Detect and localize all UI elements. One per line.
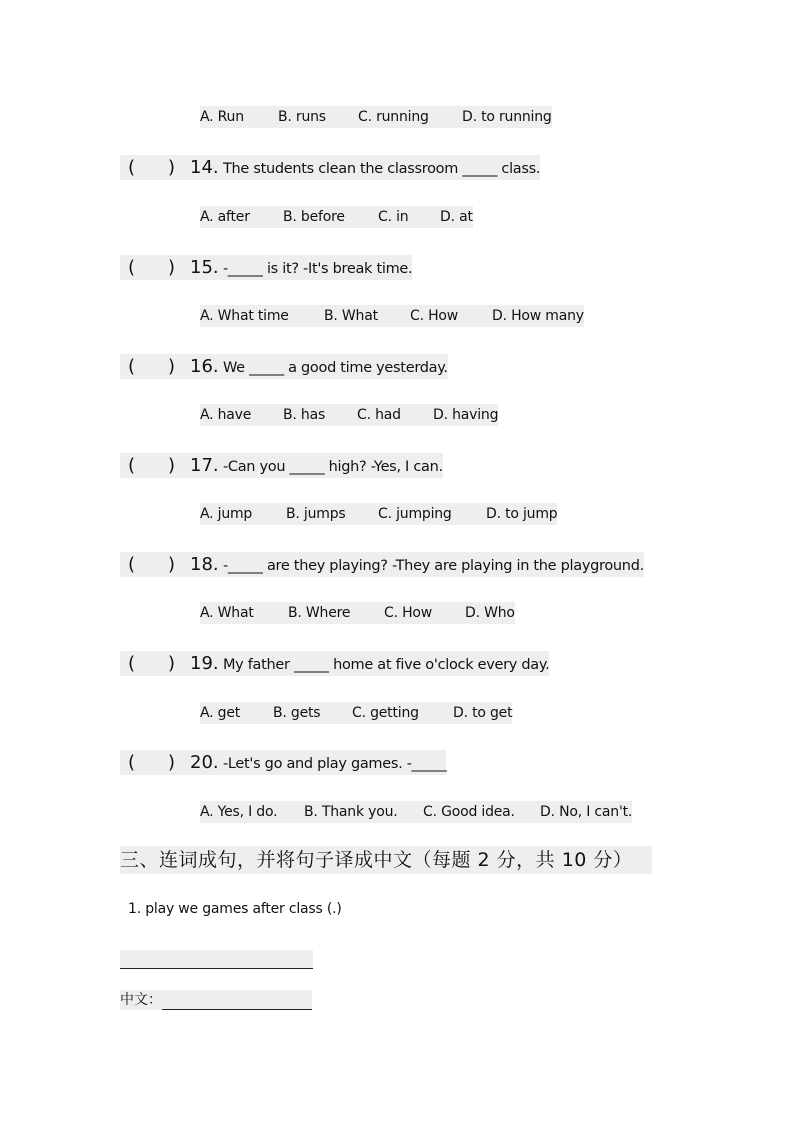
- question-number: 15.: [190, 257, 219, 278]
- option-c: C. getting: [352, 705, 419, 721]
- question-text: My father _____ home at five o'clock every day.: [222, 657, 550, 673]
- question-text: -Let's go and play games. -_____: [222, 756, 447, 772]
- question-number: 14.: [190, 157, 219, 178]
- q13-option-b: B. runs: [278, 109, 326, 125]
- translation-line[interactable]: [162, 991, 312, 1010]
- chinese-label: 中文：: [120, 992, 162, 1008]
- question-18-options: [200, 602, 515, 624]
- answer-blank[interactable]: ( ): [128, 257, 176, 278]
- option-a: A. get: [200, 705, 241, 721]
- option-b: B. Where: [288, 605, 351, 621]
- question-16: [120, 354, 448, 379]
- q13-options: [200, 106, 552, 128]
- question-14-options: [200, 206, 473, 228]
- option-b: B. before: [283, 209, 345, 225]
- option-d: D. having: [433, 407, 499, 423]
- q13-option-c: C. running: [358, 109, 429, 125]
- question-text: -_____ is it? -It's break time.: [222, 261, 413, 277]
- question-14: [120, 155, 540, 180]
- option-d: D. No, I can't.: [540, 804, 633, 820]
- q13-option-d: D. to running: [462, 109, 552, 125]
- answer-blank[interactable]: ( ): [128, 653, 176, 674]
- chinese-translation-row: [120, 990, 312, 1010]
- q13-option-a: A. Run: [200, 109, 244, 125]
- question-20-options: [200, 801, 632, 823]
- option-d: D. How many: [492, 308, 584, 324]
- option-b: B. has: [283, 407, 326, 423]
- answer-blank[interactable]: ( ): [128, 752, 176, 773]
- option-c: C. in: [378, 209, 409, 225]
- question-17-options: [200, 503, 557, 525]
- option-c: C. How: [384, 605, 433, 621]
- section-3-heading: 三、连词成句，并将句子译成中文（每题 2 分，共 10 分）: [120, 846, 652, 874]
- option-c: C. How: [410, 308, 459, 324]
- option-b: B. gets: [273, 705, 321, 721]
- answer-line[interactable]: [120, 950, 313, 969]
- question-17: [120, 453, 443, 478]
- option-b: B. jumps: [286, 506, 346, 522]
- option-d: D. to get: [453, 705, 513, 721]
- question-number: 17.: [190, 455, 219, 476]
- question-number: 19.: [190, 653, 219, 674]
- question-number: 16.: [190, 356, 219, 377]
- option-a: A. jump: [200, 506, 253, 522]
- option-b: B. Thank you.: [304, 804, 398, 820]
- option-d: D. to jump: [486, 506, 558, 522]
- option-c: C. jumping: [378, 506, 452, 522]
- option-a: A. What time: [200, 308, 289, 324]
- option-b: B. What: [324, 308, 378, 324]
- question-15-options: [200, 305, 584, 327]
- question-19: [120, 651, 549, 676]
- option-a: A. have: [200, 407, 252, 423]
- option-d: D. Who: [465, 605, 515, 621]
- answer-blank[interactable]: ( ): [128, 455, 176, 476]
- question-19-options: [200, 702, 512, 724]
- answer-blank[interactable]: ( ): [128, 157, 176, 178]
- answer-blank[interactable]: ( ): [128, 356, 176, 377]
- question-text: We _____ a good time yesterday.: [222, 360, 448, 376]
- option-c: C. Good idea.: [423, 804, 515, 820]
- section-3-item-1: 1. play we games after class (.): [128, 901, 342, 917]
- option-a: A. Yes, I do.: [200, 804, 278, 820]
- question-text: The students clean the classroom _____ class.: [222, 161, 541, 177]
- question-16-options: [200, 404, 498, 426]
- question-text: -Can you _____ high? -Yes, I can.: [222, 459, 443, 475]
- option-a: A. after: [200, 209, 250, 225]
- option-d: D. at: [440, 209, 473, 225]
- question-20: [120, 750, 446, 775]
- option-c: C. had: [357, 407, 401, 423]
- question-text: -_____ are they playing? -They are playing in the playground.: [222, 558, 644, 574]
- option-a: A. What: [200, 605, 254, 621]
- question-number: 18.: [190, 554, 219, 575]
- answer-blank[interactable]: ( ): [128, 554, 176, 575]
- question-18: [120, 552, 644, 577]
- question-number: 20.: [190, 752, 219, 773]
- question-15: [120, 255, 412, 280]
